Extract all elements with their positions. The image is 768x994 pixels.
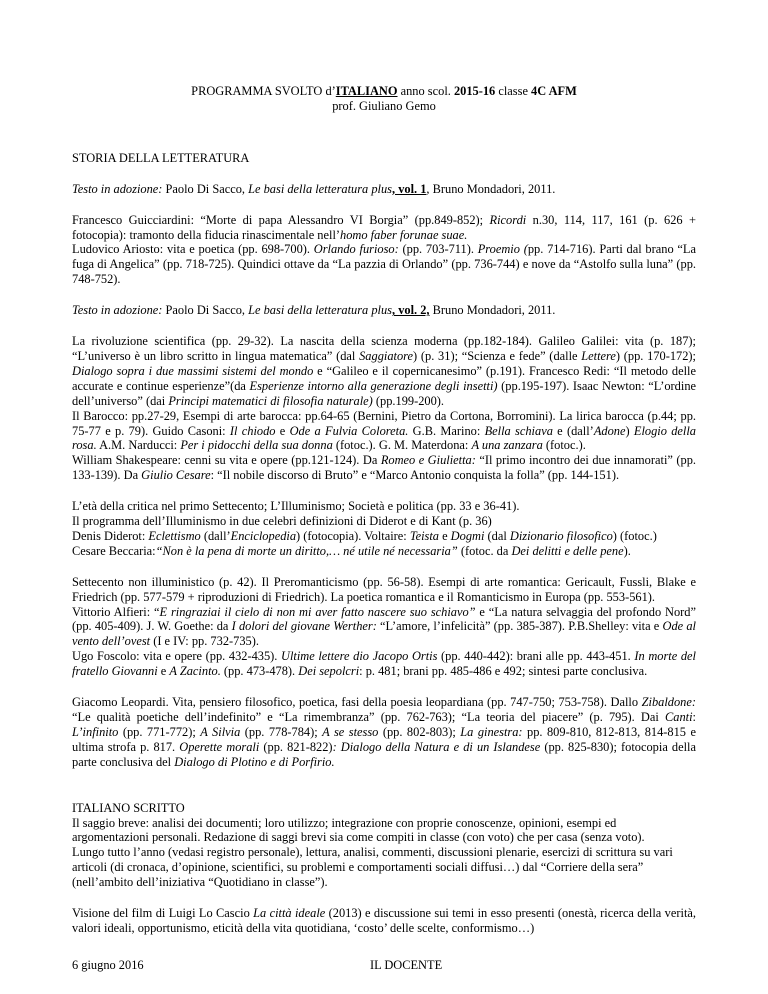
italic-text: La ginestra: xyxy=(460,724,523,739)
text-run: ) (fotocopia). Voltaire: xyxy=(296,528,410,543)
textbook-label: Testo in adozione: xyxy=(72,303,163,318)
text-run: ) (p. 31); “Scienza e fede” (dalle xyxy=(413,348,582,363)
italic-text: Ricordi xyxy=(489,212,527,227)
header-line-1 xyxy=(72,84,696,99)
text-run: Il Barocco: pp.27-29, Esempi di arte barocca: pp.64-65 (Bernini, Pietro da Cortona, Borromini). La lirica barocca (p.44; pp. 75-77 e p. 79). Guido Casoni: xyxy=(72,408,696,438)
italic-text: Elogio della rosa. xyxy=(72,423,696,453)
text-run: : xyxy=(692,710,696,724)
paragraph-scientific-revolution xyxy=(72,334,696,483)
italic-text: Il chiodo xyxy=(229,423,276,438)
text-run: L’età della critica nel primo Settecento; L’Illuminismo; Società e politica (pp. 33 e 36-41). xyxy=(72,499,520,514)
italic-text: A Zacinto. xyxy=(169,664,221,679)
text-run: : “Il nobile discorso di Bruto” e “Marco Antonio conquista la folla” (pp. 144-151). xyxy=(210,468,620,483)
italic-text: Per i pidocchi della sua donna xyxy=(180,438,333,453)
section-title-literature: STORIA DELLA LETTERATURA xyxy=(72,150,250,165)
paragraph-enlightenment xyxy=(72,499,696,559)
italic-text: Dialogo di Plotino e di Porfirio. xyxy=(174,754,335,769)
italic-text: Saggiatore xyxy=(359,348,414,363)
text-run: Il programma dell’Illuminismo in due celebri definizioni di Diderot e di Kant (p. 36) xyxy=(72,514,492,529)
italic-text: Dogmi xyxy=(450,528,485,543)
textbook-volume: , vol. 1 xyxy=(392,181,427,196)
text-run: Settecento non illuministico (p. 42). Il Preromanticismo (pp. 56-58). Esempi di arte romantica: Gericault, Fussli, Blake e Friedrich (pp. 577-579 + riproduzioni di Friedrich). La poetica romantica e il Romanticismo in Europa (pp. 553-561). xyxy=(72,574,696,604)
footer xyxy=(72,958,696,973)
italic-text: Orlando furioso: xyxy=(313,242,399,257)
text-run: e xyxy=(275,423,290,438)
text-run: (2013) e discussione sui temi in esso presenti (onestà, ricerca della verità, valori ideali, opportunismo, eticità della vita quotidiana, ‘costo’ delle scelte, conformismo…) xyxy=(72,906,696,935)
paragraph-leopardi xyxy=(72,695,696,770)
text-run: (pp. 473-478). xyxy=(220,664,299,679)
italic-text: Proemio ( xyxy=(477,242,528,257)
text-run: (pp. 440-442): brani alle pp. 443-451. xyxy=(437,649,635,664)
text-run: e “Galileo e il copernicanesimo” (p.191). Francesco Redi: “Il metodo delle accurate e continue esperienze”(da xyxy=(72,363,696,393)
italic-text: Ode a Fulvia Coloreta. xyxy=(289,423,409,438)
text-run: e (dall’ xyxy=(552,423,594,438)
text-run: Giacomo Leopardi. Vita, pensiero filosofico, poetica, fasi della poesia leopardiana (pp. 747-750; 753-758). Dallo xyxy=(72,695,642,710)
text-run: G.B. Marino: xyxy=(408,423,485,438)
textbook-vol-2 xyxy=(72,303,696,318)
section-title-writing: ITALIANO SCRITTO xyxy=(72,800,185,815)
text-run: Vittorio Alfieri: “ xyxy=(72,604,160,619)
text-run: n.30, 114, 117, 161 (p. 626 + fotocopia): tramonto della fiducia rinascimentale nell’ xyxy=(72,212,696,242)
text-run: “Le qualità poetiche dell’indefinito” e “La rimembranza” (pp. 762-763); “La teoria del piacere” (p. 795). Dai xyxy=(72,710,665,724)
textbook-volume: , vol. 2, xyxy=(392,303,430,318)
text-run: “Il primo incontro dei due innamorati” (pp. 133-139). Da xyxy=(72,453,696,483)
italic-text: Romeo e Giulietta: xyxy=(380,453,476,468)
text-run: (pp. 778-784); xyxy=(240,724,323,739)
textbook-author: Paolo Di Sacco, xyxy=(162,181,249,196)
text-run: Ugo Foscolo: vita e opere (pp. 432-435). xyxy=(72,649,281,664)
italic-text: E ringraziai il cielo di non mi aver fatto nascere suo schiavo” xyxy=(159,604,476,619)
teacher-name: prof. Giuliano Gemo xyxy=(332,98,436,113)
textbook-publisher: , Bruno Mondadori, 2011. xyxy=(426,181,556,196)
italic-text: A Silvia xyxy=(200,724,241,739)
text-run: ) xyxy=(625,423,634,438)
italic-text: Dei sepolcri xyxy=(298,664,360,679)
header-prefix: PROGRAMMA SVOLTO d’ xyxy=(191,84,336,98)
text-run: William Shakespeare: cenni su vita e opere (pp.121-124). Da xyxy=(72,453,381,468)
text-run: Denis Diderot: xyxy=(72,528,149,543)
document-body xyxy=(72,84,696,936)
italic-text: Eclettismo xyxy=(148,528,201,543)
school-year: 2015-16 xyxy=(453,84,496,98)
italic-text: Ultime lettere dio Jacopo Ortis xyxy=(281,649,438,664)
text-run: (fotoc.). G. M. Materdona: xyxy=(332,438,472,453)
italic-text: Lettere xyxy=(581,348,616,363)
text-run: e xyxy=(157,664,170,679)
text-run: pp. 714-716). Parti dal brano “La fuga di Angelica” (pp. 718-725). Quindici ottave da “La pazzia di Orlando” (pp. 736-744) e nove da “Astolfo sulla luna” (pp. 748-752). xyxy=(72,242,696,287)
italic-text: Giulio Cesare xyxy=(141,468,211,483)
text-run: pp. 809-810, 812-813, 814-815 e ultima strofa p. 817. xyxy=(72,724,696,754)
paragraph-film xyxy=(72,906,696,936)
italic-text: Adone xyxy=(593,423,626,438)
italic-text: Zibaldone: xyxy=(641,695,696,710)
subject: ITALIANO xyxy=(335,84,398,98)
italic-text: Principi matematici di filosofia naturale) xyxy=(168,393,373,408)
text-run: ) (fotoc.) xyxy=(612,528,657,543)
date: 6 giugno 2016 xyxy=(72,958,144,972)
italic-text: Teista xyxy=(409,528,439,543)
italic-text: Dialogo sopra i due massimi sistemi del mondo xyxy=(72,363,314,378)
italic-text: Ode al vento dell’ovest xyxy=(72,619,697,649)
text-run: (fotoc.). xyxy=(542,438,586,453)
paragraph-guicciardini-ariosto xyxy=(72,213,696,288)
text-run: (fotoc. da xyxy=(457,543,512,558)
italic-text: Bella schiava xyxy=(484,423,553,438)
italic-text: homo faber forunae suae. xyxy=(340,227,468,242)
italic-text: Esperienze intorno alla generazione degli insetti) xyxy=(249,378,498,393)
header-mid-2: classe xyxy=(495,84,532,98)
text-run: (pp. 771-772); xyxy=(118,724,201,739)
text-run: Il saggio breve: analisi dei documenti; loro utilizzo; integrazione con proprie conoscenze, opinioni, esempi ed argomentazioni personali. Redazione di saggi brevi sia come compiti in classe (con voto) che per casa (senza voto). xyxy=(72,815,645,845)
text-run: (pp.195-197). Isaac Newton: “L’ordine dell’universo” (dai xyxy=(72,378,697,408)
italic-text: L’infinito xyxy=(72,724,119,739)
textbook-publisher: Bruno Mondadori, 2011. xyxy=(429,303,556,318)
signature-label: IL DOCENTE xyxy=(370,958,443,972)
italic-text: Dizionario filosofico xyxy=(509,528,613,543)
text-run: ) (pp. 170-172); xyxy=(615,348,696,363)
header-mid: anno scol. xyxy=(397,84,454,98)
text-run: e “La natura selvaggia del profondo Nord” (pp. 405-409). J. W. Goethe: da xyxy=(72,604,696,634)
italic-text: Operette morali xyxy=(179,739,260,754)
paragraph-romanticism xyxy=(72,575,696,679)
text-run: (I e IV: pp. 732-735). xyxy=(150,634,259,649)
textbook-label: Testo in adozione: xyxy=(72,181,163,196)
text-run: Francesco Guicciardini: “Morte di papa Alessandro VI Borgia” (pp.849-852); xyxy=(72,212,490,227)
text-run: : p. 481; brani pp. 485-486 e 492; sintesi parte conclusiva. xyxy=(359,664,648,679)
text-run: (dal xyxy=(484,528,510,543)
textbook-vol-1 xyxy=(72,182,696,197)
italic-text: Enciclopedia xyxy=(230,528,297,543)
text-run: (pp. 825-830); fotocopia della parte conclusiva del xyxy=(72,739,696,769)
italic-text: A una zanzara xyxy=(471,438,543,453)
italic-text: In morte del fratello Giovanni xyxy=(72,649,696,679)
text-run: Visione del film di Luigi Lo Cascio xyxy=(72,906,254,921)
italic-text: La città ideale xyxy=(253,906,326,921)
italic-text: A se stesso xyxy=(322,724,379,739)
text-run: “L’amore, l’infelicità” (pp. 385-387). P.B.Shelley: vita e xyxy=(376,619,663,634)
textbook-title: Le basi della letteratura plus xyxy=(248,181,392,196)
text-run: (pp.199-200). xyxy=(372,393,445,408)
text-run: A.M. Narducci: xyxy=(96,438,181,453)
text-run: Ludovico Ariosto: vita e poetica (pp. 698-700). xyxy=(72,242,314,257)
text-run: La rivoluzione scientifica (pp. 29-32). La nascita della scienza moderna (pp.182-184). Galileo Galilei: vita (p. 187); “L’universo è un libro scritto in lingua matematica” (dal xyxy=(72,334,696,363)
text-run: (pp. 802-803); xyxy=(378,724,461,739)
italic-text: Dei delitti e delle pene xyxy=(511,543,624,558)
paragraph-short-essay xyxy=(72,816,696,891)
text-run: Lungo tutto l’anno (vedasi registro personale), lettura, analisi, commenti, discussioni plenarie, esercizi di scrittura su vari articoli (di cronaca, d’opinione, scientifici, su problemi e comportamenti sociali diffusi…) dal “Corriere della sera” (nell’ambito dell’iniziativa “Quotidiano in classe”). xyxy=(72,845,673,890)
text-run: Cesare Beccaria: xyxy=(72,543,156,558)
italic-text: Canti xyxy=(665,710,693,724)
italic-text: I dolori del giovane Werther: xyxy=(231,619,377,634)
class-name: 4C AFM xyxy=(531,84,577,98)
text-run: (dall’ xyxy=(200,528,231,543)
italic-text: : Dialogo della Natura e di un Islandese xyxy=(332,739,541,754)
text-run: (pp. 821-822) xyxy=(259,739,333,754)
text-run: e xyxy=(438,528,451,543)
text-run: ). xyxy=(623,543,631,558)
textbook-author: Paolo Di Sacco, xyxy=(162,303,249,318)
textbook-title: Le basi della letteratura plus xyxy=(248,303,392,318)
italic-text: “Non è la pena di morte un diritto,… né utile né necessaria” xyxy=(155,543,458,558)
text-run: (pp. 703-711). xyxy=(398,242,478,257)
